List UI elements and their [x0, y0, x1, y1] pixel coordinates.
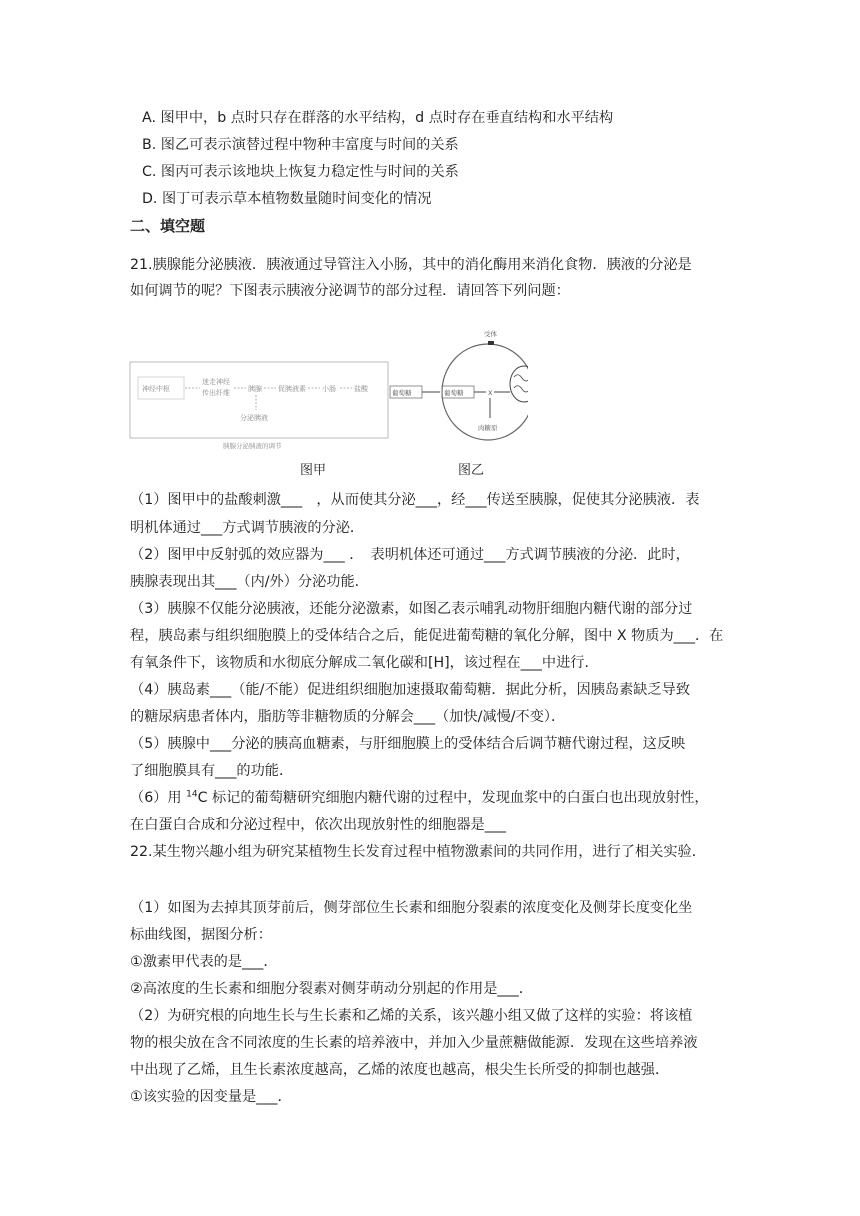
- option-c: C. 图丙可表示该地块上恢复力稳定性与时间的关系: [142, 164, 459, 180]
- yi-glucose-outside: 葡萄糖: [392, 389, 412, 397]
- yi-x-label: X: [488, 389, 493, 397]
- q21-p3-line2: 程，胰岛素与组织细胞膜上的受体结合之后，能促进葡萄糖的氧化分解，图中 X 物质为___．在: [130, 628, 724, 644]
- q22-p2-sub1: ①该实验的因变量是___．: [130, 1089, 292, 1105]
- option-b: B. 图乙可表示演替过程中物种丰富度与时间的关系: [142, 137, 459, 153]
- q21-p3-line3: 有氧条件下，该物质和水彻底分解成二氧化碳和[H]，该过程在___中进行．: [130, 655, 599, 671]
- q22-p2-line1: （2）为研究根的向地生长与生长素和乙烯的关系，该兴趣小组又做了这样的实验：将该植: [130, 1008, 693, 1024]
- jia-below-label: 分泌胰液: [240, 414, 268, 422]
- section-title: 二、填空题: [130, 217, 206, 235]
- q22-p1-line1: （1）如图为去掉其顶芽前后，侧芽部位生长素和细胞分裂素的浓度变化及侧芽长度变化坐: [130, 900, 693, 916]
- jia-frame: [130, 362, 388, 438]
- q21-p2-line1: （2）图甲中反射弧的效应器为___ ． 表明机体还可通过___方式调节胰液的分泌．此时，: [130, 547, 690, 563]
- option-d: D. 图丁可表示草本植物数量随时间变化的情况: [142, 191, 432, 207]
- yi-receptor: [488, 341, 494, 345]
- q21-p6-line1: [130, 788, 709, 808]
- q21-p4-line2: 的糖尿病患者体内，脂肪等非糖物质的分解会___（加快/减慢/不变）．: [130, 709, 566, 725]
- q21-figure: [128, 322, 528, 482]
- q21-p1-line1: （1）图甲中的盐酸刺激___ ，从而使其分泌___，经___传送至胰腺，促使其分泌胰液．表: [130, 492, 700, 508]
- q21-p6-sup: 14: [186, 789, 198, 800]
- jia-node-hcl: 盐酸: [354, 385, 368, 393]
- figure-jia: [130, 362, 388, 450]
- q21-p3-line1: （3）胰腺不仅能分泌胰液，还能分泌激素，如图乙表示哺乳动物肝细胞内糖代谢的部分过: [130, 601, 693, 617]
- q21-p6-line2: 在白蛋白合成和分泌过程中，依次出现放射性的细胞器是___: [130, 817, 506, 833]
- q22-p1-line2: 标曲线图，据图分析：: [130, 927, 272, 943]
- jia-node-pancreas: 胰腺: [248, 385, 262, 393]
- q21-p5-line2: 了细胞膜具有___的功能．: [130, 763, 294, 779]
- jia-node-intestine: 小肠: [322, 385, 336, 393]
- q21-p1-line2: 明机体通过___方式调节胰液的分泌．: [130, 520, 365, 536]
- jia-node-secretin: 促胰液素: [278, 385, 306, 393]
- q21-p4-line1: （4）胰岛素___（能/不能）促进组织细胞加速摄取葡萄糖．据此分析，因胰岛素缺乏导致: [130, 682, 691, 698]
- q21-p6-rest: C 标记的葡萄糖研究细胞内糖代谢的过程中，发现血浆中的白蛋白也出现放射性，: [197, 790, 709, 806]
- jia-node-center: 神经中枢: [142, 385, 170, 393]
- jia-node-vagus: 迷走神经: [202, 378, 230, 386]
- q21-p5-line1: （5）胰腺中___分泌的胰高血糖素，与肝细胞膜上的受体结合后调节糖代谢过程，这反映: [130, 736, 686, 752]
- q22-stem: 22.某生物兴趣小组为研究某植物生长发育过程中植物激素间的共同作用，进行了相关实验．: [130, 844, 706, 860]
- q21-p2-line2: 胰腺表现出其___（内/外）分泌功能．: [130, 574, 369, 590]
- jia-caption: 胰腺分泌胰液的调节: [223, 442, 282, 450]
- q22-p2-line3: 中出现了乙烯，且生长素浓度越高，乙烯的浓度也越高，根尖生长所受的抑制也越强．: [130, 1062, 670, 1078]
- q21-stem-line1: 21.胰腺能分泌胰液．胰液通过导管注入小肠，其中的消化酶用来消化食物．胰液的分泌是: [130, 257, 692, 273]
- figure-yi: [390, 329, 528, 440]
- yi-receptor-label: 受体: [484, 330, 497, 338]
- q22-p1-sub1: ①激素甲代表的是___．: [130, 954, 278, 970]
- fig-label-jia: 图甲: [300, 463, 327, 478]
- q21-p6-prefix: （6）用: [130, 790, 187, 806]
- fig-label-yi: 图乙: [458, 463, 485, 478]
- option-a: A. 图甲中，b 点时只存在群落的水平结构，d 点时存在垂直结构和水平结构: [142, 110, 614, 126]
- q21-stem-line2: 如何调节的呢？下图表示胰液分泌调节的部分过程．请回答下列问题：: [130, 283, 570, 299]
- q22-p2-line2: 物的根尖放在含不同浓度的生长素的培养液中，并加入少量蔗糖做能源．发现在这些培养液: [130, 1035, 698, 1051]
- q22-p1-sub2: ②高浓度的生长素和细胞分裂素对侧芽萌动分别起的作用是___．: [130, 981, 533, 997]
- yi-product-label: 肉糖原: [478, 424, 498, 432]
- yi-glucose-inside: 葡萄糖: [444, 389, 464, 397]
- yi-mitochondrion: [510, 366, 528, 402]
- jia-node-efferent: 传出纤维: [202, 389, 230, 397]
